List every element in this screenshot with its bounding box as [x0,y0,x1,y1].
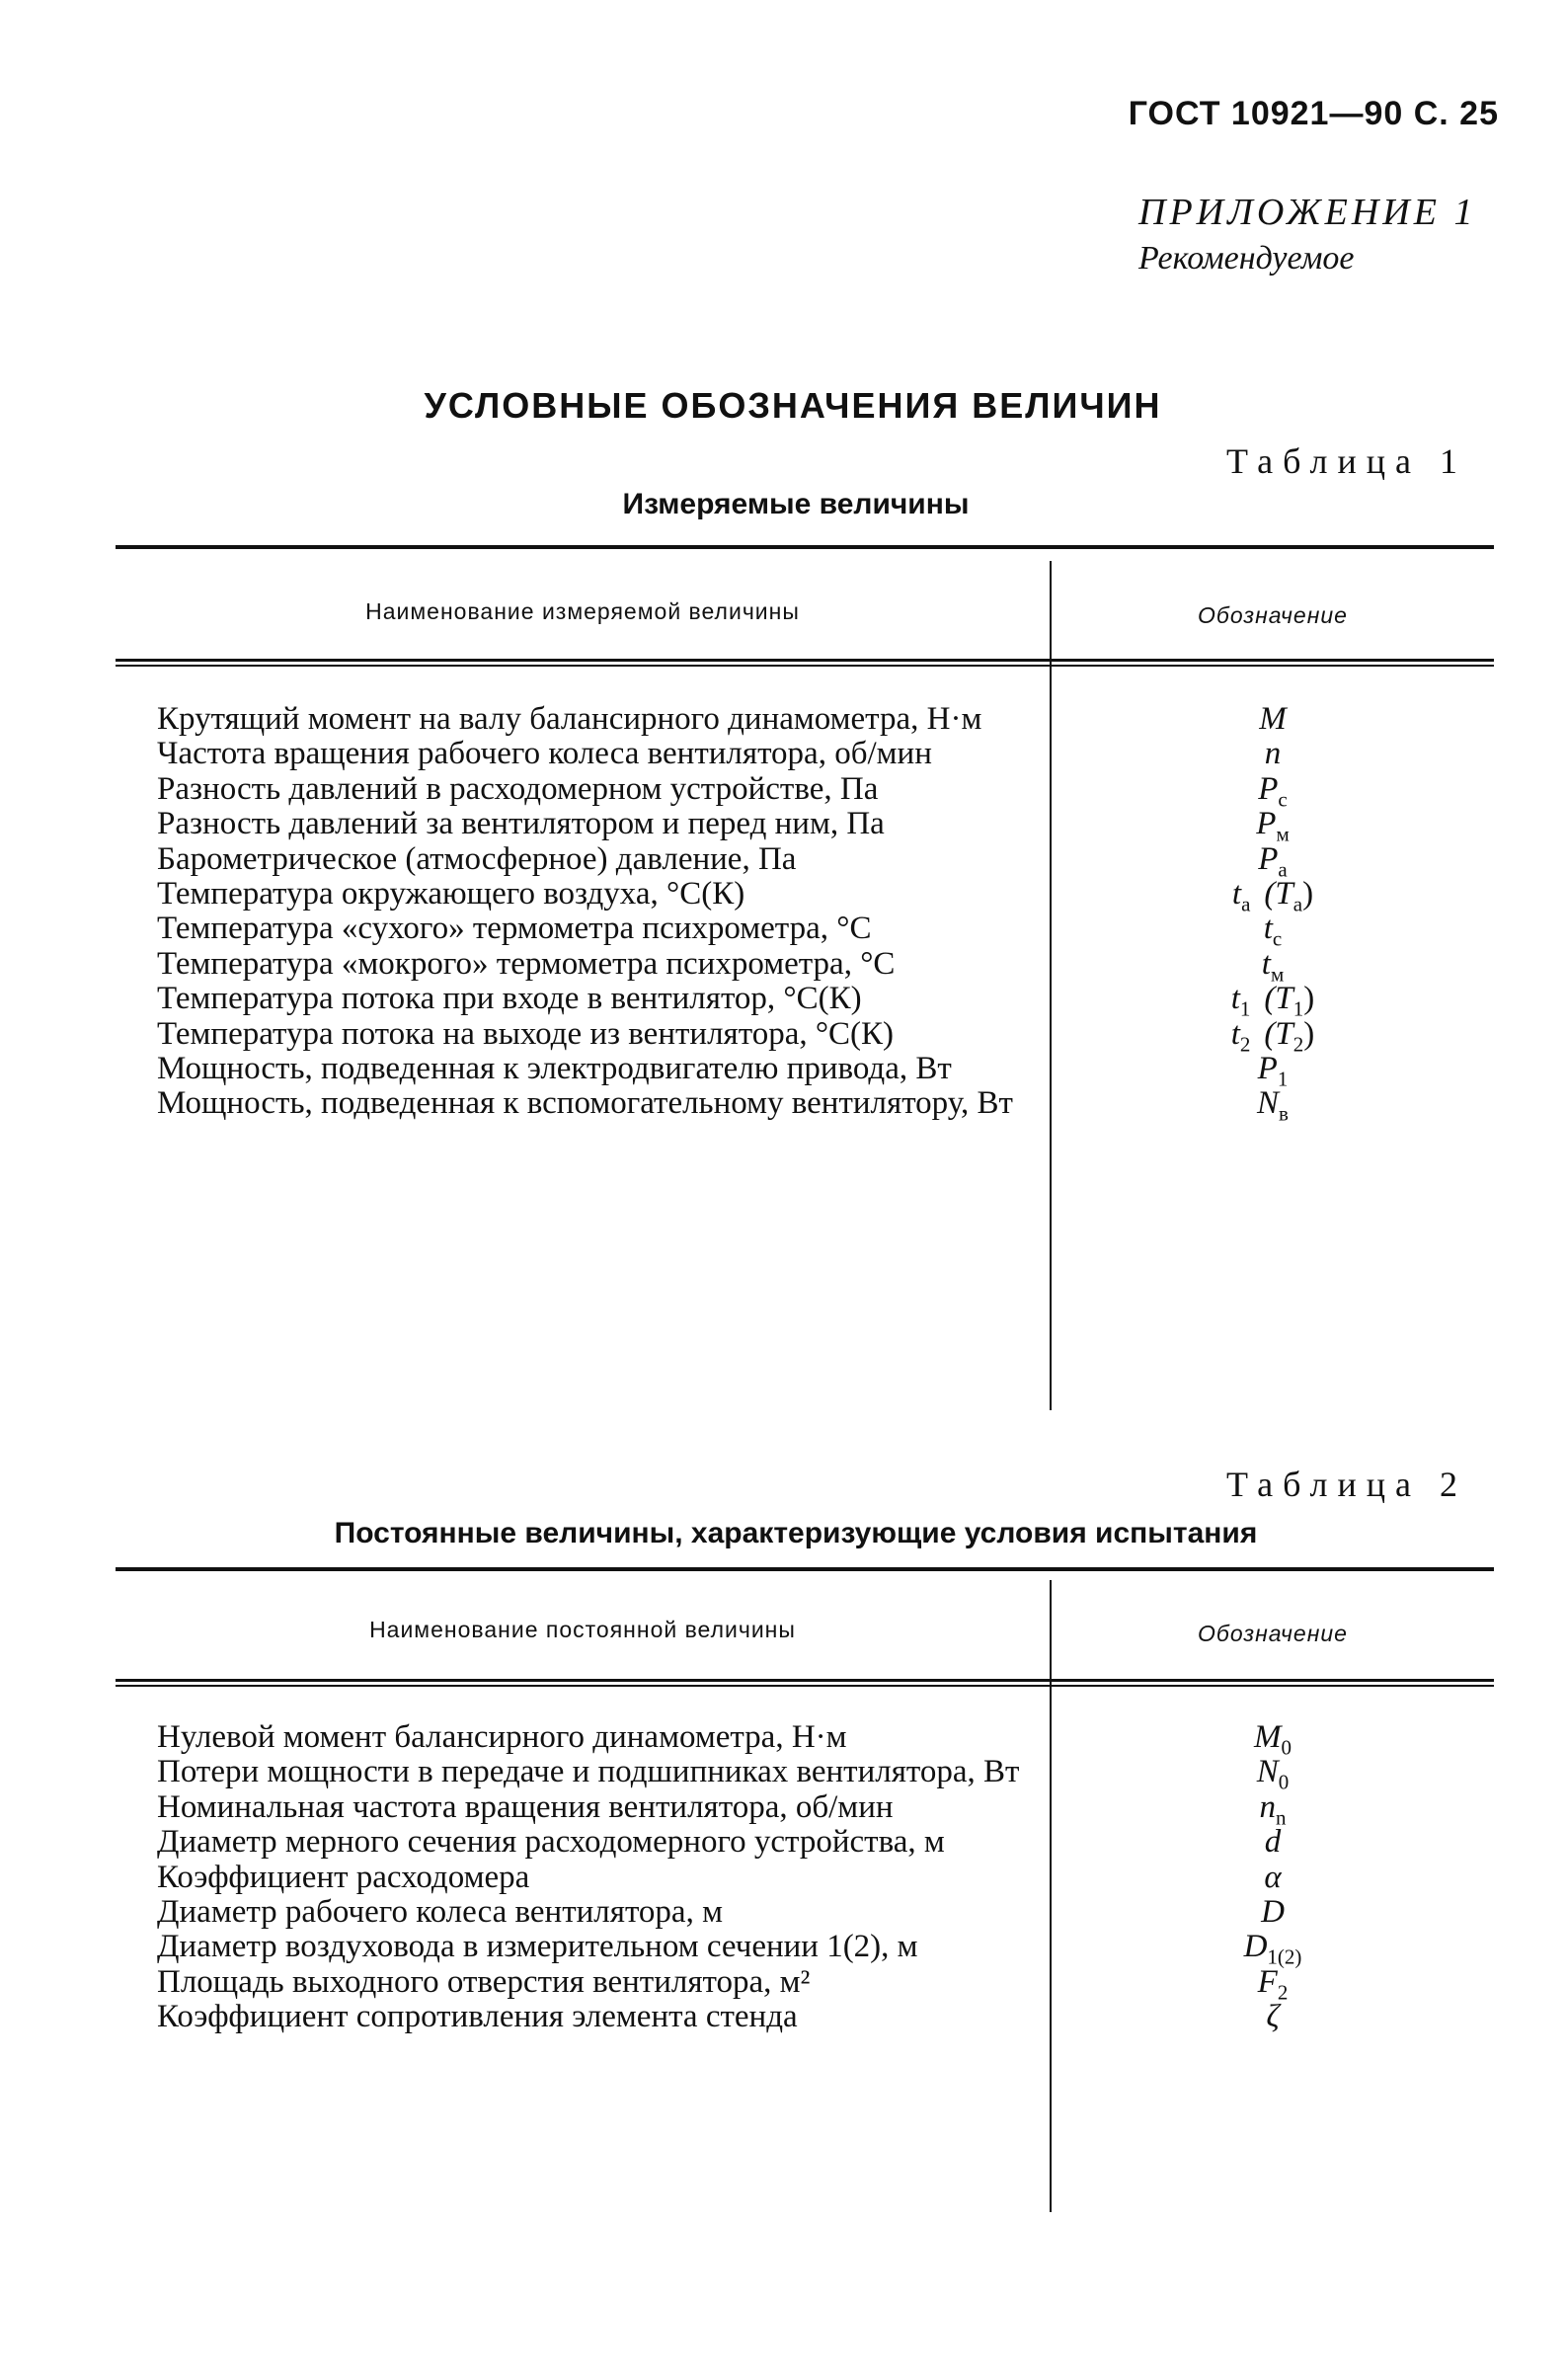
table2-header-rule [116,1679,1494,1687]
appendix-subtitle: Рекомендуемое [1138,240,1355,277]
table-row-name: Температура «мокрого» термометра психрометра, °С [157,945,896,982]
table-row-symbol: $P_м$ [1256,806,1290,846]
table-row-name: Диаметр мерного сечения расходомерного устройства, м [157,1824,945,1861]
table-row-name: Крутящий момент на валу балансирного динамометра, Н·м [157,701,982,737]
table-row-symbol: n [1264,736,1282,771]
table-row-name: Барометрическое (атмосферное) давление, Па [157,840,797,877]
table2-caption: Постоянные величины, характеризующие условия испытания [334,1517,1258,1549]
table-row-name: Температура потока на выходе из вентилятора, °С(К) [157,1015,895,1052]
table-row-symbol: $P_1$ [1257,1051,1289,1091]
table-row-symbol: d [1264,1824,1282,1860]
table-row-name: Частота вращения рабочего колеса вентилятора, об/мин [157,736,932,772]
table-row-symbol: $t_с$ [1263,911,1283,951]
table-row-name: Номинальная частота вращения вентилятора, об/мин [157,1788,894,1825]
table1-name-column [116,702,1022,1122]
table-row-name: Диаметр рабочего колеса вентилятора, м [157,1894,723,1931]
table-row-name: Площадь выходного отверстия вентилятора, м² [157,1963,811,2000]
table-row-symbol: $D_{1(2)}$ [1243,1929,1302,1969]
table-row-symbol: $t_1$ $(T_1)$ [1230,981,1315,1021]
table2-top-rule [116,1567,1494,1571]
table-row-name: Мощность, подведенная к вспомогательному вентилятору, Вт [157,1085,1013,1122]
table-row-name: Температура потока при входе в вентилятор, °С(К) [157,981,862,1017]
table-row-name: Мощность, подведенная к электродвигателю привода, Вт [157,1051,952,1087]
table-row-name: Коэффициент сопротивления элемента стенда [157,1999,798,2035]
table1-header-rule [116,659,1494,667]
table-row-symbol: $P_а$ [1258,841,1288,882]
table1-column-header-symbol: Обозначение [1198,602,1348,628]
appendix-title: ПРИЛОЖЕНИЕ 1 [1138,192,1477,233]
table2-label: Таблица 2 [1226,1465,1467,1504]
table-row-symbol: $N_0$ [1256,1754,1290,1794]
table-row-name: Нулевой момент балансирного динамометра, Н·м [157,1719,847,1755]
table-row-symbol: $F_2$ [1257,1964,1289,2005]
table-row-symbol: $P_с$ [1258,771,1288,812]
table2-column-header-name: Наименование постоянной величины [369,1617,796,1642]
table-row-name: Температура «сухого» термометра психрометра, °С [157,911,872,947]
table-row-symbol: $M_0$ [1254,1719,1292,1760]
table-row-symbol: D [1261,1894,1285,1930]
table-row-name: Разность давлений в расходомерном устройстве, Па [157,770,879,807]
table-row-symbol: $n_n$ [1259,1789,1287,1830]
table-row-name: Температура окружающего воздуха, °С(К) [157,876,745,912]
table-row-symbol: α [1264,1860,1282,1895]
table1-top-rule [116,545,1494,549]
table-row-name: Диаметр воздуховода в измерительном сечении 1(2), м [157,1929,918,1965]
table-row-symbol: $t_2$ $(T_2)$ [1230,1016,1315,1057]
page-header: ГОСТ 10921—90 С. 25 [1128,95,1499,132]
table-row-name: Коэффициент расходомера [157,1859,530,1895]
table-row-symbol: $N_в$ [1257,1085,1289,1126]
table1-label: Таблица 1 [1226,441,1467,481]
table-row-symbol: $t_а$ $(T_а)$ [1231,876,1314,916]
table2-name-column [116,1720,1022,2035]
main-title: УСЛОВНЫЕ ОБОЗНАЧЕНИЯ ВЕЛИЧИН [424,385,1162,426]
table-row-name: Разность давлений за вентилятором и перед ним, Па [157,806,885,842]
table1-caption: Измеряемые величины [622,488,970,520]
table-row-symbol: M [1259,701,1287,737]
table-row-name: Потери мощности в передаче и подшипниках вентилятора, Вт [157,1754,1020,1790]
table-row-symbol: $t_м$ [1261,946,1285,987]
table2-column-header-symbol: Обозначение [1198,1621,1348,1646]
table-row-symbol: ζ [1266,1999,1280,2034]
table1-column-header-name: Наименование измеряемой величины [365,598,800,624]
